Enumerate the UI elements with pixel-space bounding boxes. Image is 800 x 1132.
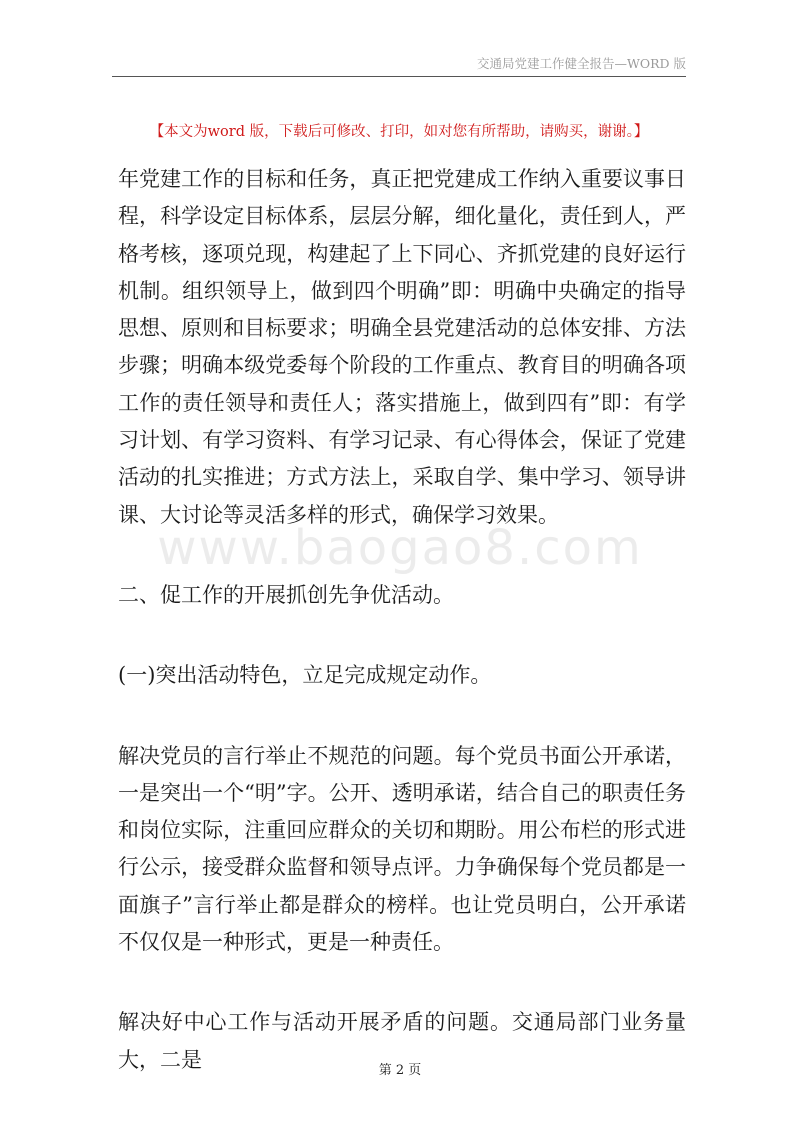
- page-header: [112, 48, 686, 77]
- purchase-notice: 【本文为word 版，下载后可修改、打印，如对您有所帮助，请购买，谢谢。】: [149, 124, 649, 140]
- subsection-heading: (一)突出活动特色，立足完成规定动作。: [118, 663, 492, 688]
- page-number: 第 2 页: [378, 1063, 422, 1078]
- watermark: www.baogao8.com: [157, 520, 643, 576]
- body-paragraph-2: 解决党员的言行举止不规范的问题。每个党员书面公开承诺，一是突出一个“明”字。公开、透明承诺，结合自己的职责任务和岗位实际，注重回应群众的关切和期盼。用公布栏的形式进行公示，接受群众监督和领导点评。力争确保每个党员都是一面旗子”言行举止都是群众的榜样。也让党员明白，公开承诺不仅仅是一种形式，更是一种责任。: [118, 743, 686, 955]
- section-heading: 二、促工作的开展抓创先争优活动。: [118, 582, 454, 607]
- body-paragraph-1: 年党建工作的目标和任务，真正把党建成工作纳入重要议事日程，科学设定目标体系，层层分解，细化量化，责任到人，严格考核，逐项兑现，构建起了上下同心、齐抓党建的良好运行机制。组织领导上，做到四个明确”即：明确中央确定的指导思想、原则和目标要求；明确全县党建活动的总体安排、方法步骤；明确本级党委每个阶段的工作重点、教育目的明确各项工作的责任领导和责任人；落实措施上，做到四有”即：有学习计划、有学习资料、有学习记录、有心得体会，保证了党建活动的扎实推进；方式方法上，采取自学、集中学习、领导讲课、大讨论等灵活多样的形式，确保学习效果。: [118, 167, 686, 527]
- body-paragraph-3: 解决好中心工作与活动开展矛盾的问题。交通局部门业务量大，二是: [118, 1010, 686, 1072]
- document-body: [118, 161, 686, 1079]
- document-header-title: 交通局党建工作健全报告—WORD 版: [476, 56, 686, 71]
